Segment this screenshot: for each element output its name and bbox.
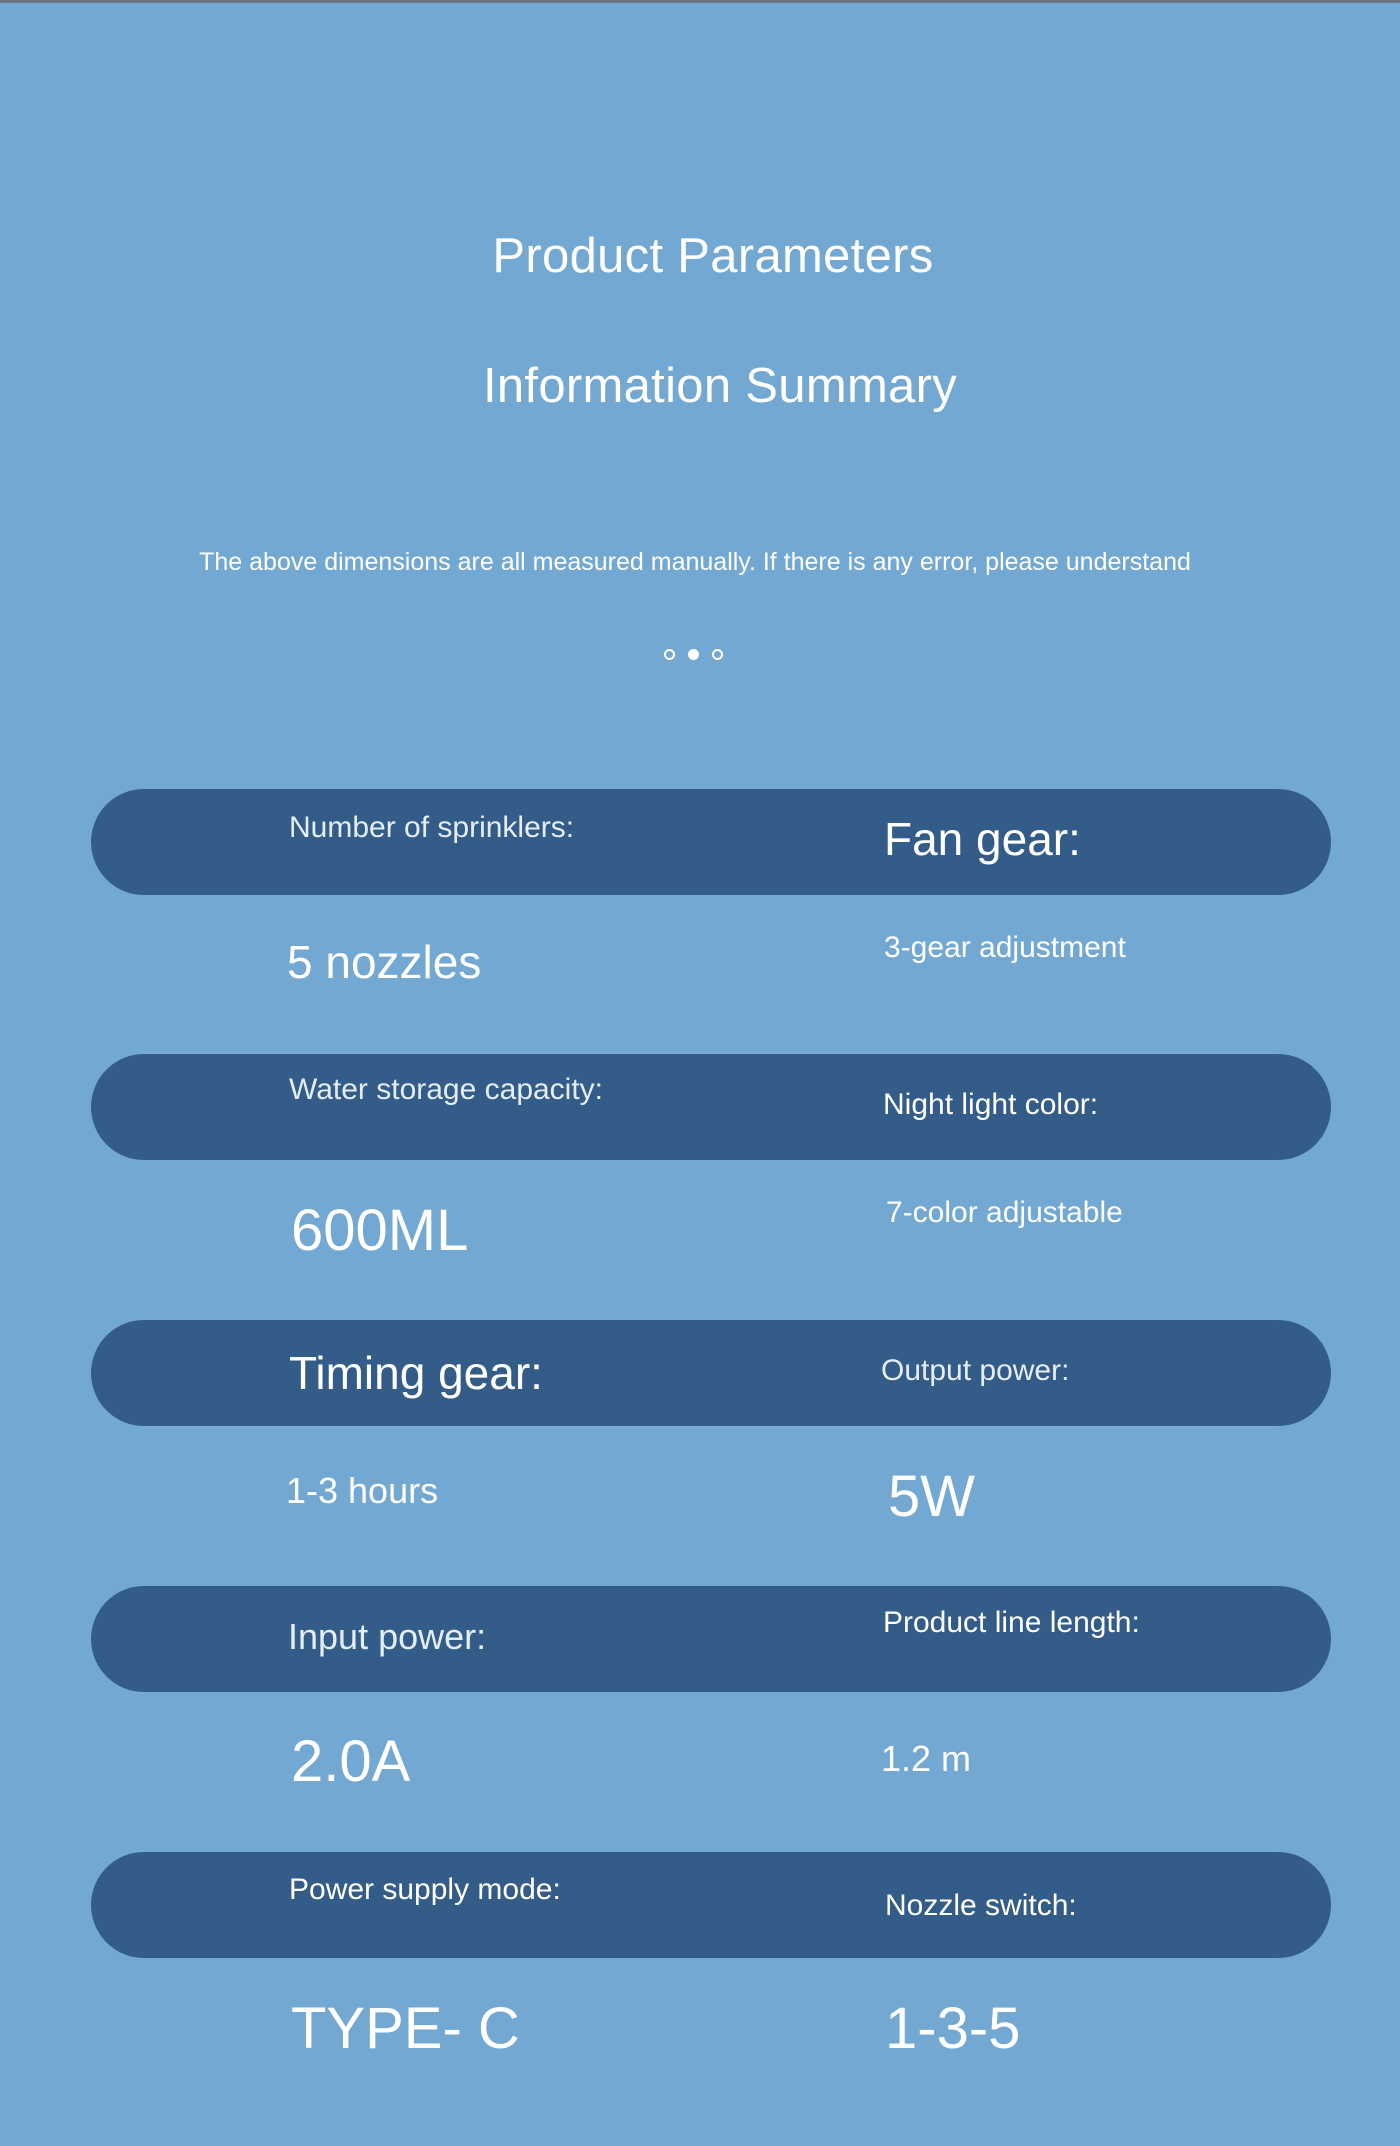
value-fan-gear: 3-gear adjustment — [884, 931, 1126, 964]
value-nozzle-switch: 1-3-5 — [885, 1996, 1021, 2061]
label-timing-gear: Timing gear: — [289, 1347, 543, 1399]
param-header-bar-3 — [91, 1320, 1331, 1426]
carousel-dot-3[interactable] — [712, 649, 723, 660]
label-output-power: Output power: — [881, 1354, 1070, 1387]
label-product-line-length: Product line length: — [883, 1606, 1140, 1639]
param-header-bar-4 — [91, 1586, 1331, 1692]
value-input-power: 2.0A — [291, 1729, 411, 1794]
param-header-bar-1 — [91, 789, 1331, 895]
carousel-indicator — [664, 649, 723, 660]
param-header-bar-5 — [91, 1852, 1331, 1958]
label-night-light-color: Night light color: — [883, 1088, 1099, 1121]
value-night-light-color: 7-color adjustable — [886, 1196, 1123, 1229]
label-number-of-sprinklers: Number of sprinklers: — [289, 811, 575, 844]
carousel-dot-2-active[interactable] — [688, 649, 699, 660]
param-header-bar-2 — [91, 1054, 1331, 1160]
value-timing-gear: 1-3 hours — [286, 1470, 439, 1511]
value-output-power: 5W — [888, 1464, 975, 1529]
label-nozzle-switch: Nozzle switch: — [885, 1889, 1077, 1922]
label-input-power: Input power: — [288, 1616, 487, 1657]
label-water-storage-capacity: Water storage capacity: — [289, 1073, 604, 1106]
carousel-dot-1[interactable] — [664, 649, 675, 660]
value-product-line-length: 1.2 m — [881, 1738, 972, 1779]
value-number-of-sprinklers: 5 nozzles — [287, 936, 482, 988]
label-power-supply-mode: Power supply mode: — [289, 1873, 561, 1906]
page-title: Product Parameters — [492, 229, 934, 283]
page-subtitle: Information Summary — [482, 359, 958, 413]
top-border — [0, 0, 1400, 3]
label-fan-gear: Fan gear: — [884, 813, 1081, 865]
value-power-supply-mode: TYPE- C — [291, 1996, 520, 2061]
value-water-storage-capacity: 600ML — [291, 1198, 469, 1263]
measurement-note: The above dimensions are all measured manually. If there is any error, please understand — [199, 548, 1191, 576]
